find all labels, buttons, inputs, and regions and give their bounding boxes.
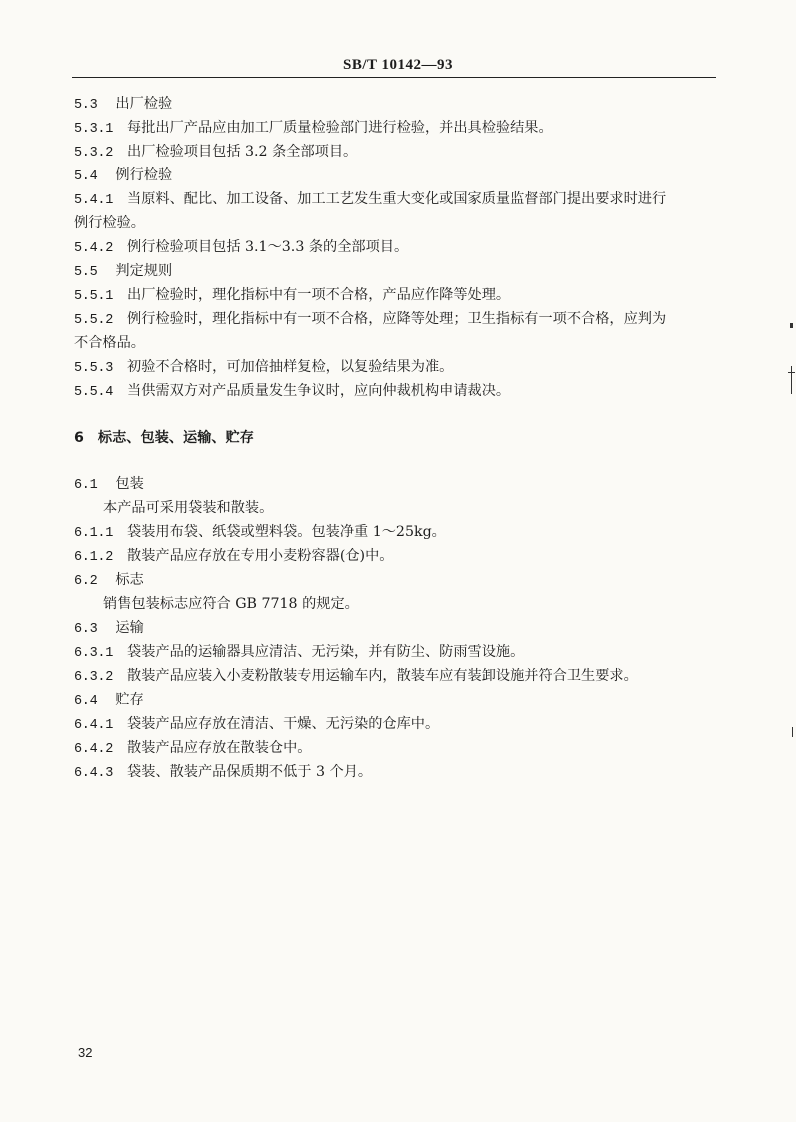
- clause-text: 例行检验项目包括 3.1～3.3 条的全部项目。: [127, 239, 409, 255]
- page-number: 32: [78, 1045, 93, 1060]
- clause-text: 例行检验: [115, 167, 173, 183]
- subsection-heading-6-2: [74, 568, 144, 594]
- clause-text: 出厂检验项目包括 3.2 条全部项目。: [127, 144, 358, 160]
- clause-number: 6.4.3: [74, 766, 114, 781]
- clause-text: 袋装用布袋、纸袋或塑料袋。包装净重 1～25kg。: [127, 524, 446, 540]
- clause-text: 标志、包装、运输、贮存: [97, 430, 254, 446]
- clause-number: 5.3: [74, 98, 98, 113]
- subsection-heading-6-3: [74, 616, 144, 642]
- clause-text: 出厂检验时，理化指标中有一项不合格，产品应作降等处理。: [127, 287, 511, 303]
- clause-text: 包装: [115, 476, 144, 492]
- clause-5-5-2-continuation: [74, 331, 145, 355]
- clause-number: 5.4.2: [74, 241, 114, 256]
- clause-5-4-2: [74, 235, 408, 261]
- scan-speck: [790, 323, 793, 328]
- clause-number: 6.1: [74, 478, 98, 493]
- scan-speck: [792, 727, 793, 737]
- clause-number: 6.4.2: [74, 742, 114, 757]
- clause-5-4-1: [74, 187, 666, 213]
- clause-text: 袋装产品的运输器具应清洁、无污染，并有防尘、防雨雪设施。: [127, 644, 525, 660]
- subsection-heading-5-4: [74, 163, 172, 189]
- clause-number: 6: [74, 430, 84, 446]
- clause-text: 销售包装标志应符合 GB 7718 的规定。: [103, 596, 359, 612]
- clause-text: 例行检验时，理化指标中有一项不合格，应降等处理；卫生指标有一项不合格，应判为: [127, 311, 667, 327]
- clause-number: 6.1.2: [74, 550, 114, 565]
- paragraph-6-2: [103, 592, 359, 616]
- clause-5-3-1: [74, 116, 553, 142]
- clause-text: 当供需双方对产品质量发生争议时，应向仲裁机构申请裁决。: [127, 383, 511, 399]
- clause-6-4-3: [74, 760, 372, 786]
- clause-6-4-1: [74, 712, 439, 738]
- clause-text: 袋装、散装产品保质期不低于 3 个月。: [127, 764, 373, 780]
- header-rule: [72, 77, 716, 78]
- clause-number: 5.4: [74, 169, 98, 184]
- clause-5-5-1: [74, 283, 510, 309]
- section-heading-6: [74, 426, 254, 450]
- clause-number: 6.3: [74, 622, 98, 637]
- clause-text: 标志: [115, 572, 144, 588]
- paragraph-6-1: [103, 496, 273, 520]
- clause-5-5-3: [74, 355, 453, 381]
- clause-text: 散装产品应存放在专用小麦粉容器(仓)中。: [127, 548, 394, 564]
- clause-number: 6.2: [74, 574, 98, 589]
- clause-6-1-2: [74, 544, 393, 570]
- clause-text: 散装产品应装入小麦粉散装专用运输车内，散装车应有装卸设施并符合卫生要求。: [127, 668, 638, 684]
- clause-5-5-4: [74, 379, 510, 405]
- clause-number: 5.3.2: [74, 146, 114, 161]
- clause-text: 袋装产品应存放在清洁、干燥、无污染的仓库中。: [127, 716, 440, 732]
- clause-6-1-1: [74, 520, 446, 546]
- clause-5-5-2: [74, 307, 666, 333]
- scan-speck: [791, 366, 792, 394]
- clause-6-3-2: [74, 664, 638, 690]
- clause-text: 散装产品应存放在散装仓中。: [127, 740, 312, 756]
- clause-number: 5.5.1: [74, 289, 114, 304]
- clause-number: 6.4.1: [74, 718, 114, 733]
- clause-number: 6.3.2: [74, 670, 114, 685]
- clause-text: 初验不合格时，可加倍抽样复检，以复验结果为准。: [127, 359, 454, 375]
- clause-number: 6.4: [74, 694, 98, 709]
- document-code: SB/T 10142—93: [343, 57, 453, 73]
- clause-text: 不合格品。: [74, 335, 145, 351]
- clause-number: 5.5.2: [74, 313, 114, 328]
- clause-text: 出厂检验: [115, 96, 173, 112]
- subsection-heading-6-1: [74, 472, 144, 498]
- clause-number: 5.5.4: [74, 385, 114, 400]
- clause-text: 当原料、配比、加工设备、加工工艺发生重大变化或国家质量监督部门提出要求时进行: [127, 191, 667, 207]
- clause-text: 贮存: [115, 692, 144, 708]
- clause-text: 例行检验。: [74, 215, 145, 231]
- clause-number: 6.3.1: [74, 646, 114, 661]
- clause-text: 本产品可采用袋装和散装。: [103, 500, 274, 516]
- clause-6-4-2: [74, 736, 311, 762]
- clause-number: 6.1.1: [74, 526, 114, 541]
- subsection-heading-5-3: [74, 92, 172, 118]
- clause-text: 每批出厂产品应由加工厂质量检验部门进行检验，并出具检验结果。: [127, 120, 553, 136]
- subsection-heading-6-4: [74, 688, 144, 714]
- subsection-heading-5-5: [74, 259, 172, 285]
- clause-text: 运输: [115, 620, 144, 636]
- clause-number: 5.5: [74, 265, 98, 280]
- clause-6-3-1: [74, 640, 524, 666]
- clause-number: 5.5.3: [74, 361, 114, 376]
- clause-text: 判定规则: [115, 263, 173, 279]
- clause-5-4-1-continuation: [74, 211, 145, 235]
- clause-number: 5.4.1: [74, 193, 114, 208]
- clause-number: 5.3.1: [74, 122, 114, 137]
